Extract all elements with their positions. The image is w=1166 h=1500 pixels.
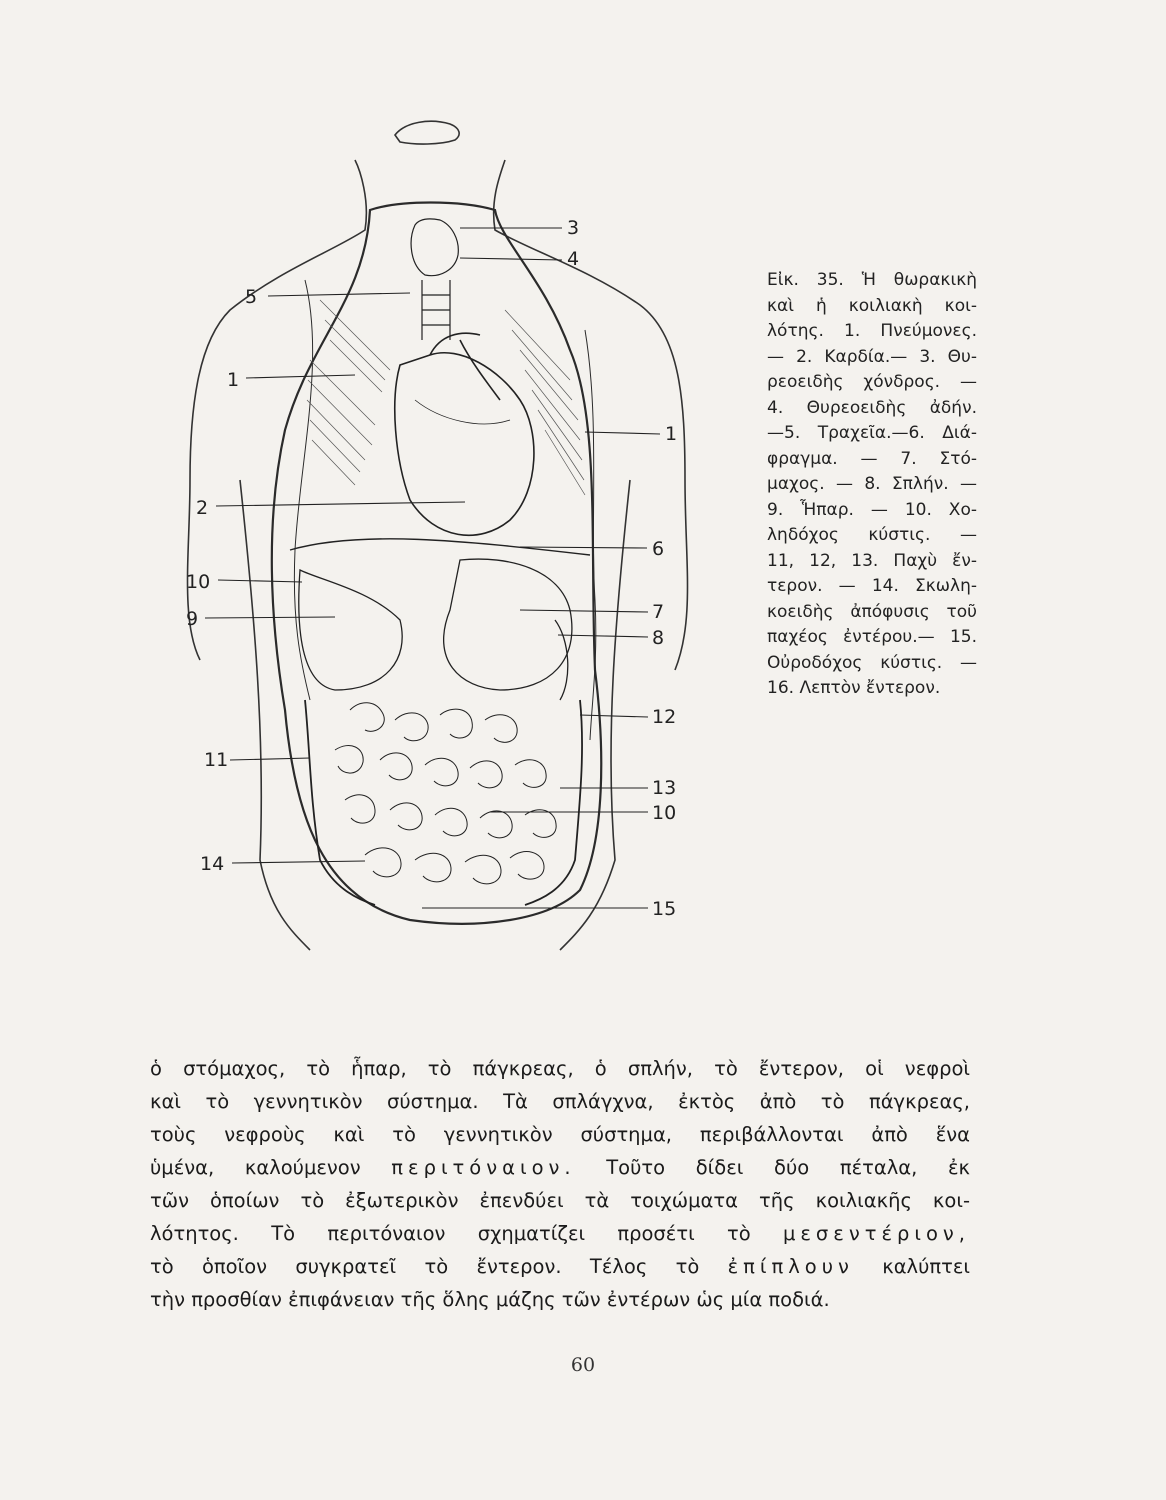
torso-outline: [188, 121, 688, 950]
caption-line: καὶ ἡ κοιλιακὴ κοι-: [767, 295, 977, 316]
throat-drawing: [411, 219, 458, 340]
spaced-term: περιτόναιον.: [391, 1156, 576, 1179]
callout-1-right: 1: [665, 423, 678, 445]
caption-line: Εἰκ. 35. Ἡ θωρακικὴ: [767, 270, 977, 290]
paragraph-line: τῶν ὁποίων τὸ ἐξωτερικὸν ἐπενδύει τὰ τοιχώματα τῆς κοιλιακῆς κοι-: [150, 1189, 970, 1212]
callout-7: 7: [652, 601, 665, 623]
body-paragraph: [150, 1052, 970, 1316]
open-cavity: [272, 203, 601, 924]
paragraph-line: ὁ στόμαχος, τὸ ἧπαρ, τὸ πάγκρεας, ὁ σπλήν, τὸ ἔντερον, οἱ νεφροὶ: [150, 1057, 970, 1080]
caption-line: κοειδὴς ἀπόφυσις τοῦ: [767, 601, 977, 622]
callout-13: 13: [652, 777, 677, 799]
callout-12: 12: [652, 706, 677, 728]
caption-line: ληδόχος κύστις. —: [767, 525, 977, 545]
spaced-term: ἐπίπλουν: [727, 1255, 854, 1278]
caption-line: Οὐροδόχος κύστις. —: [767, 652, 977, 673]
callout-14: 14: [200, 853, 225, 875]
caption-line: 16. Λεπτὸν ἔντερον.: [767, 678, 941, 698]
caption-line: 9. Ἧπαρ. — 10. Χο-: [767, 499, 977, 520]
text-run: λότητος. Τὸ περιτόναιον σχηματίζει προσέτι τὸ: [150, 1222, 783, 1245]
callout-1-left: 1: [227, 369, 240, 391]
paragraph-line: καὶ τὸ γεννητικὸν σύστημα. Τὰ σπλάγχνα, ἐκτὸς ἀπὸ τὸ πάγκρεας,: [150, 1090, 970, 1113]
callout-9: 9: [186, 608, 199, 630]
caption-line: —5. Τραχεῖα.—6. Διά-: [767, 423, 977, 443]
paragraph-line: τοὺς νεφροὺς καὶ τὸ γεννητικὸν σύστημα, περιβάλλονται ἀπὸ ἕνα: [150, 1123, 970, 1146]
text-run: Τοῦτο δίδει δύο πέταλα, ἐκ: [575, 1156, 970, 1179]
callout-2: 2: [196, 497, 209, 519]
callout-4: 4: [567, 248, 580, 270]
heart-drawing: [395, 333, 534, 535]
callout-10-bottom: 10: [652, 802, 677, 824]
text-run: καλύπτει: [853, 1255, 970, 1278]
caption-line: 4. Θυρεοειδὴς ἀδήν.: [767, 397, 977, 418]
caption-line: φραγμα. — 7. Στό-: [767, 448, 977, 469]
text-run: τὸ ὁποῖον συγκρατεῖ τὸ ἔντερον. Τέλος τὸ: [150, 1255, 728, 1278]
caption-line: μαχος. — 8. Σπλήν. —: [767, 474, 977, 494]
caption-line: 11, 12, 13. Παχὺ ἔν-: [767, 550, 977, 571]
abdomen-drawing: [299, 559, 582, 905]
callout-10-top: 10: [186, 571, 211, 593]
figure-caption: [767, 268, 977, 702]
callout-3: 3: [567, 217, 580, 239]
caption-line: τερον. — 14. Σκωλη-: [767, 576, 977, 596]
lung-shading: [307, 300, 585, 495]
callout-11: 11: [204, 749, 229, 771]
callout-15: 15: [652, 898, 677, 920]
paragraph-line: τὴν προσθίαν ἐπιφάνειαν τῆς ὅλης μάζης τῶν ἐντέρων ὡς μία ποδιά.: [150, 1288, 830, 1311]
paragraph-line: [150, 1250, 970, 1283]
anatomy-figure: [160, 100, 720, 960]
page-number: 60: [570, 1354, 596, 1376]
callout-8: 8: [652, 627, 665, 649]
leader-lines: [205, 228, 660, 908]
caption-line: λότης. 1. Πνεύμονες.: [767, 321, 977, 341]
anatomy-illustration: [160, 100, 720, 960]
paragraph-line: [150, 1151, 970, 1184]
caption-line: — 2. Καρδία.— 3. Θυ-: [767, 346, 977, 367]
caption-line: παχέος ἐντέρου.— 15.: [767, 627, 977, 647]
text-run: ὑμένα, καλούμενον: [150, 1156, 392, 1179]
callout-6: 6: [652, 538, 665, 560]
caption-line: ρεοειδὴς χόνδρος. —: [767, 372, 977, 392]
spaced-term: μεσεντέριον,: [782, 1222, 970, 1245]
paragraph-line: [150, 1217, 970, 1250]
callout-numbers: [186, 217, 677, 920]
callout-5: 5: [245, 286, 258, 308]
